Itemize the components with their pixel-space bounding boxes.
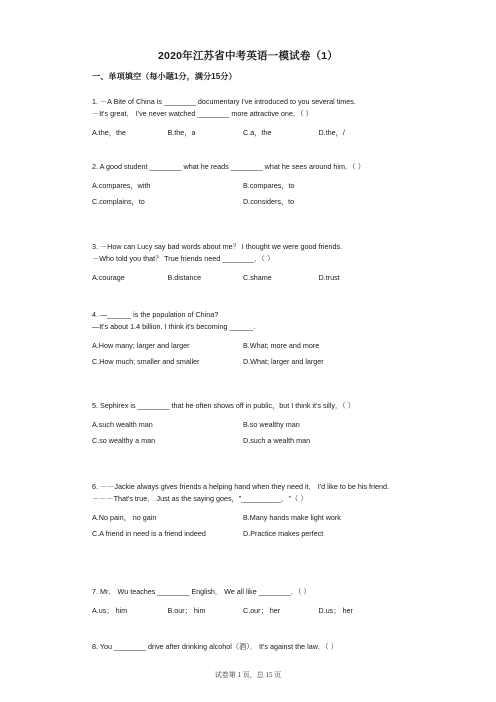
question-stem: 8. You ________ drive after drinking alcohol（酒）． It's against the law．（ ） <box>92 642 338 651</box>
question-stem: 6. －－Jackie always gives friends a helping hand when they need it． I'd like to be his friend. <box>92 482 390 491</box>
options-grid <box>92 512 414 540</box>
question-stem: －Who told you that？ True friends need ________．（ ） <box>92 254 275 263</box>
option-b: B.Many hands make light work <box>243 513 341 522</box>
options-row <box>92 605 414 617</box>
options-row <box>92 127 414 139</box>
options-grid <box>92 180 414 208</box>
question-stem: 7. Mr． Wu teaches ________ English． We all like ________．（ ） <box>92 587 311 596</box>
option-a: A.such wealth man <box>92 420 153 429</box>
options-row <box>92 272 414 284</box>
option-d: D.the，/ <box>318 128 345 137</box>
option-a: A.How many; larger and larger <box>92 341 190 350</box>
question-stem: 2. A good student ________ what he reads ________ what he sees around him．（ ） <box>92 162 365 171</box>
option-c: C.How much; smaller and smaller <box>92 357 200 366</box>
question-stem: 5. Sephirex is ________ that he often shows off in public，but I think it's silly．（ ） <box>92 401 355 410</box>
option-d: D.us； her <box>318 606 353 615</box>
question-stem: 4. —______ is the population of China? <box>92 310 219 319</box>
question-stem: —It's about 1.4 billion. I think it's becoming ______. <box>92 322 256 331</box>
question-8 <box>92 641 414 653</box>
option-b: B.compares，to <box>243 181 295 190</box>
options-grid <box>92 340 414 368</box>
option-b: B.What; more and more <box>243 341 320 350</box>
question-6 <box>92 481 414 544</box>
question-1 <box>92 96 414 139</box>
option-d: D.trust <box>318 273 340 282</box>
question-stem: 1. －A Bite of China is ________ documentary I've introduced to you several times. <box>92 97 356 106</box>
question-5 <box>92 400 414 451</box>
option-d: D.considers，to <box>243 197 295 206</box>
option-d: D.What; larger and larger <box>243 357 324 366</box>
section-heading: 一、单项填空（每小题1分，满分15分） <box>92 72 237 81</box>
option-b: B.distance <box>167 273 202 282</box>
option-b: B.so wealthy man <box>243 420 300 429</box>
option-a: A.the，the <box>92 128 126 137</box>
option-a: A.us； him <box>92 606 128 615</box>
question-2 <box>92 161 414 212</box>
option-a: A.courage <box>92 273 125 282</box>
option-a: A.compares，with <box>92 181 151 190</box>
option-d: D.such a wealth man <box>243 436 311 445</box>
option-c: C.our； her <box>243 606 281 615</box>
question-stem: 3. －How can Lucy say bad words about me？ I thought we were good friends. <box>92 242 343 251</box>
page-footer: 试卷第 1 页，总 15 页 <box>214 671 282 679</box>
option-d: D.Practice makes perfect <box>243 529 324 538</box>
page-title: 2020年江苏省中考英语一模试卷（1） <box>158 50 338 62</box>
option-a: A.No pain， no gain <box>92 513 157 522</box>
question-stem: －It's great． I've never watched ________ more attractive one．（ ） <box>92 109 313 118</box>
option-c: C.a，the <box>243 128 272 137</box>
option-c: C.complains，to <box>92 197 145 206</box>
options-grid <box>92 419 414 447</box>
option-b: B.the，a <box>167 128 196 137</box>
question-7 <box>92 586 414 617</box>
question-3 <box>92 241 414 284</box>
option-c: C.so wealthy a man <box>92 436 156 445</box>
question-stem: －－－That's true． Just as the saying goes，"__________．"（ ） <box>92 494 308 503</box>
option-b: B.our； him <box>167 606 206 615</box>
option-c: C.A friend in need is a friend indeed <box>92 529 206 538</box>
option-c: C.shame <box>243 273 272 282</box>
question-4 <box>92 309 414 372</box>
